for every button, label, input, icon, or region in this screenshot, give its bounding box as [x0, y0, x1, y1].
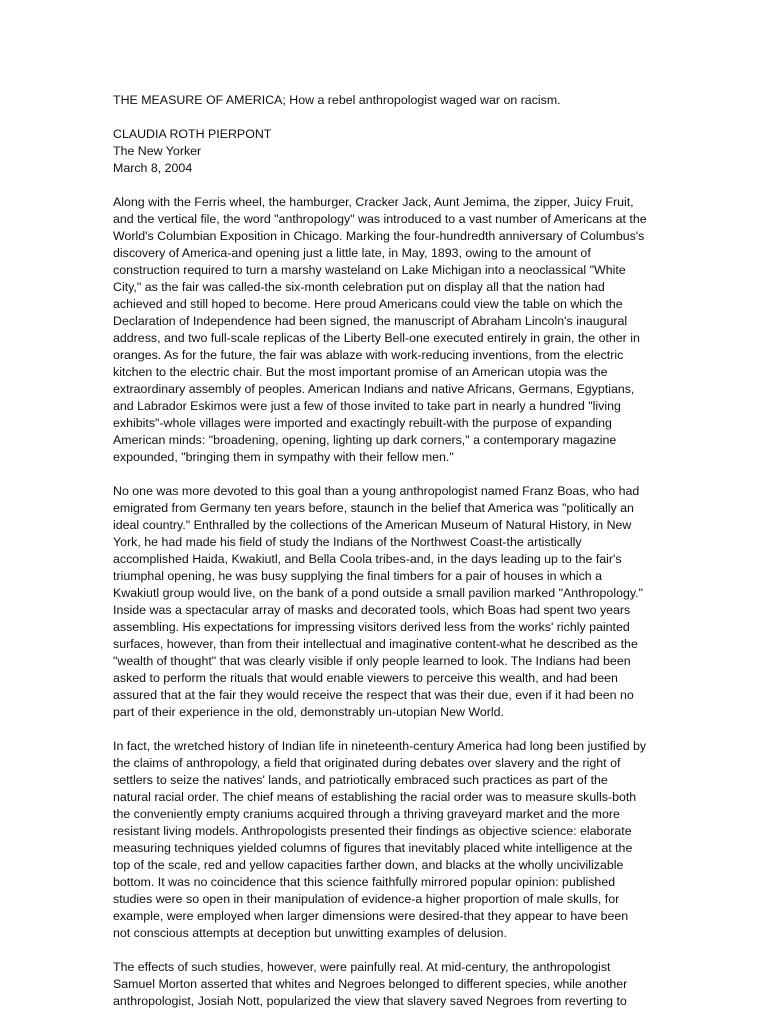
text-line: American minds: "broadening, opening, lighting up dark corners," a contemporary magazine: [113, 433, 617, 447]
article-paragraphs: [113, 194, 658, 1010]
paragraph: [113, 738, 658, 942]
text-line: achieved and still hoped to become. Here proud Americans could view the table on which the: [113, 297, 623, 311]
text-line: triumphal opening, he was busy supplying the final timbers for a pair of houses in which a: [113, 569, 603, 583]
text-line: kitchen to the electric chair. But the most important promise of an American utopia was the: [113, 365, 608, 379]
text-line: emigrated from Germany ten years before, staunch in the belief that America was "politically an: [113, 501, 634, 515]
text-line: part of their experience in the old, demonstrably un-utopian New World.: [113, 705, 504, 719]
text-line: settlers to seize the natives' lands, and patriotically embraced such practices as part of the: [113, 773, 608, 787]
text-line: resistant living models. Anthropologists presented their findings as objective science: elaborate: [113, 824, 632, 838]
text-line: "wealth of thought" that was clearly visible if only people learned to look. The Indians had been: [113, 654, 631, 668]
text-line: asked to perform the rituals that would enable viewers to perceive this wealth, and had been: [113, 671, 618, 685]
text-line: Along with the Ferris wheel, the hamburger, Cracker Jack, Aunt Jemima, the zipper, Juicy Fruit,: [113, 195, 634, 209]
text-line: Declaration of Independence had been signed, the manuscript of Abraham Lincoln's inaugural: [113, 314, 628, 328]
article-body: [113, 92, 658, 1024]
text-line: the claims of anthropology, a field that originated during debates over slavery and the right of: [113, 756, 621, 770]
text-line: exhibits"-whole villages were imported and exactingly rebuilt-with the purpose of expanding: [113, 416, 612, 430]
text-line: surfaces, however, than from their intellectual and imaginative content-what he described as the: [113, 637, 638, 651]
text-line: example, were employed when larger dimensions were desired-that they appear to have been: [113, 909, 629, 923]
paragraph: [113, 959, 658, 1010]
text-line: not conscious attempts at deception but unwitting examples of delusion.: [113, 926, 507, 940]
text-line: York, he had made his field of study the Indians of the Northwest Coast-the artistically: [113, 535, 582, 549]
text-line: Inside was a spectacular array of masks and decorated tools, which Boas had spent two years: [113, 603, 631, 617]
author-name: CLAUDIA ROTH PIERPONT: [113, 127, 272, 141]
text-line: natural racial order. The chief means of establishing the racial order was to measure skulls-both: [113, 790, 637, 804]
text-line: bottom. It was no coincidence that this science faithfully mirrored popular opinion: published: [113, 875, 616, 889]
text-line: World's Columbian Exposition in Chicago. Marking the four-hundredth anniversary of Columbus's: [113, 229, 645, 243]
text-line: top of the scale, red and yellow capacities farther down, and blacks at the wholly uncivilizable: [113, 858, 624, 872]
text-line: The effects of such studies, however, were painfully real. At mid-century, the anthropologist: [113, 960, 611, 974]
paragraph: [113, 483, 658, 721]
text-line: ideal country." Enthralled by the collections of the American Museum of Natural History, in New: [113, 518, 632, 532]
text-line: assured that at the fair they would receive the respect that was their due, even if it had been no: [113, 688, 634, 702]
text-line: extraordinary assembly of peoples. American Indians and native Africans, Germans, Egyptians,: [113, 382, 635, 396]
text-line: No one was more devoted to this goal than a young anthropologist named Franz Boas, who had: [113, 484, 640, 498]
publication-name: The New Yorker: [113, 144, 202, 158]
text-line: studies were so open in their manipulation of evidence-a higher proportion of male skulls, for: [113, 892, 620, 906]
text-line: discovery of America-and opening just a little late, in May, 1893, owing to the amount of: [113, 246, 591, 260]
text-line: and the vertical file, the word "anthropology" was introduced to a vast number of Americans at the: [113, 212, 647, 226]
article-title: THE MEASURE OF AMERICA; How a rebel anthropologist waged war on racism.: [113, 93, 561, 107]
text-line: Samuel Morton asserted that whites and Negroes belonged to different species, while another: [113, 977, 628, 991]
text-line: the conveniently empty craniums acquired through a thriving graveyard market and the more: [113, 807, 620, 821]
text-line: accomplished Haida, Kwakiutl, and Bella Coola tribes-and, in the days leading up to the fair's: [113, 552, 622, 566]
text-line: City," as the fair was called-the six-month celebration put on display all that the nation had: [113, 280, 605, 294]
text-line: expounded, "bringing them in sympathy with their fellow men.": [113, 450, 454, 464]
text-line: In fact, the wretched history of Indian life in nineteenth-century America had long been justified by: [113, 739, 647, 753]
text-line: measuring techniques yielded columns of figures that inevitably placed white intelligence at the: [113, 841, 633, 855]
text-line: assembling. His expectations for impressing visitors derived less from the works' richly painted: [113, 620, 630, 634]
text-line: construction required to turn a marshy wasteland on Lake Michigan into a neoclassical "White: [113, 263, 626, 277]
text-line: oranges. As for the future, the fair was ablaze with work-reducing inventions, from the electric: [113, 348, 624, 362]
text-line: anthropologist, Josiah Nott, popularized the view that slavery saved Negroes from reverting to: [113, 994, 627, 1008]
byline: [113, 126, 658, 177]
text-line: Kwakiutl group would live, on the bank of a pond outside a small pavilion marked "Anthropology.": [113, 586, 643, 600]
paragraph: [113, 194, 658, 466]
text-line: and Labrador Eskimos were just a few of those invited to take part in nearly a hundred "living: [113, 399, 621, 413]
text-line: address, and two full-scale replicas of the Liberty Bell-one executed entirely in grain, the other in: [113, 331, 640, 345]
publication-date: March 8, 2004: [113, 161, 193, 175]
